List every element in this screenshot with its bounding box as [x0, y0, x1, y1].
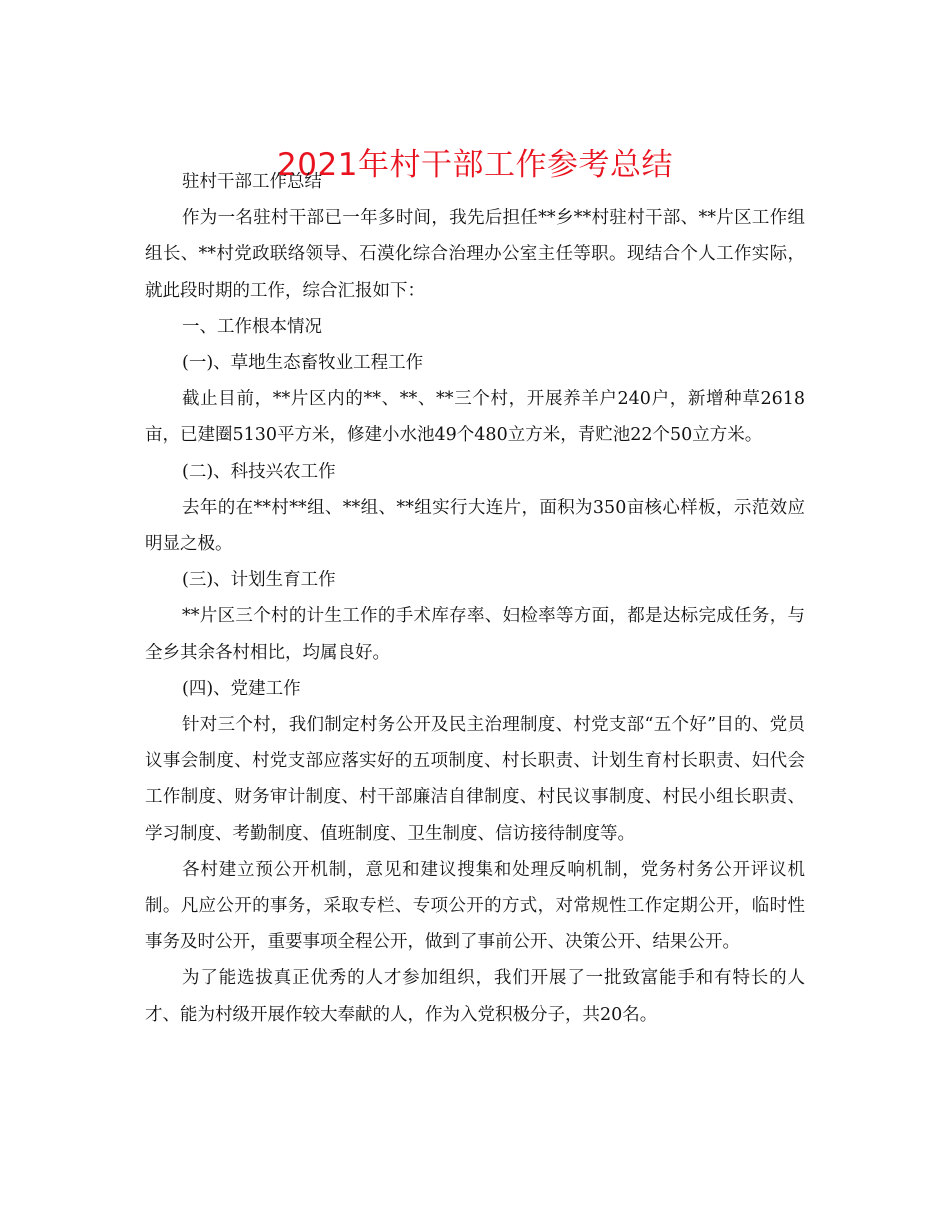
- paragraph: 截止目前，**片区内的**、**、**三个村，开展养羊户240户，新增种草2618亩，已建圈5130平方米，修建小水池49个480立方米，青贮池22个50立方米。: [145, 389, 805, 446]
- subsection-heading: (一)、草地生态畜牧业工程工作: [182, 353, 424, 374]
- document-title: 2021年村干部工作参考总结: [277, 146, 673, 183]
- paragraph: 针对三个村，我们制定村务公开及民主治理制度、村党支部“五个好”目的、党员议事会制度、村党支部应落实好的五项制度、村长职责、计划生育村长职责、妇代会工作制度、财务审计制度、村干部廉洁自律制度、村民议事制度、村民小组长职责、学习制度、考勤制度、值班制度、卫生制度、信访接待制度等。: [145, 715, 805, 844]
- paragraph-intro: 作为一名驻村干部已一年多时间，我先后担任**乡**村驻村干部、**片区工作组组长、**村党政联络领导、石漠化综合治理办公室主任等职。现结合个人工作实际，就此段时期的工作，综合汇报如下：: [145, 208, 805, 301]
- section-heading: 一、工作根本情况: [182, 316, 322, 337]
- paragraph-subtitle: 驻村干部工作总结: [182, 172, 322, 192]
- document-body: [145, 164, 805, 1033]
- subsection-heading: (四)、党建工作: [182, 678, 301, 699]
- paragraph: 去年的在**村**组、**组、**组实行大连片，面积为350亩核心样板，示范效应明显之极。: [145, 497, 805, 555]
- paragraph: 各村建立预公开机制，意见和建议搜集和处理反响机制，党务村务公开评议机制。凡应公开的事务，采取专栏、专项公开的方式，对常规性工作定期公开，临时性事务及时公开，重要事项全程公开，做到了事前公开、决策公开、结果公开。: [145, 859, 805, 953]
- paragraph: **片区三个村的计生工作的手术库存率、妇检率等方面，都是达标完成任务，与全乡其余各村相比，均属良好。: [145, 606, 805, 663]
- subsection-heading: (二)、科技兴农工作: [182, 461, 336, 482]
- subsection-heading: (三)、计划生育工作: [182, 570, 336, 591]
- paragraph: 为了能选拔真正优秀的人才参加组织，我们开展了一批致富能手和有特长的人才、能为村级开展作较大奉献的人，作为入党积极分子，共20名。: [145, 968, 805, 1025]
